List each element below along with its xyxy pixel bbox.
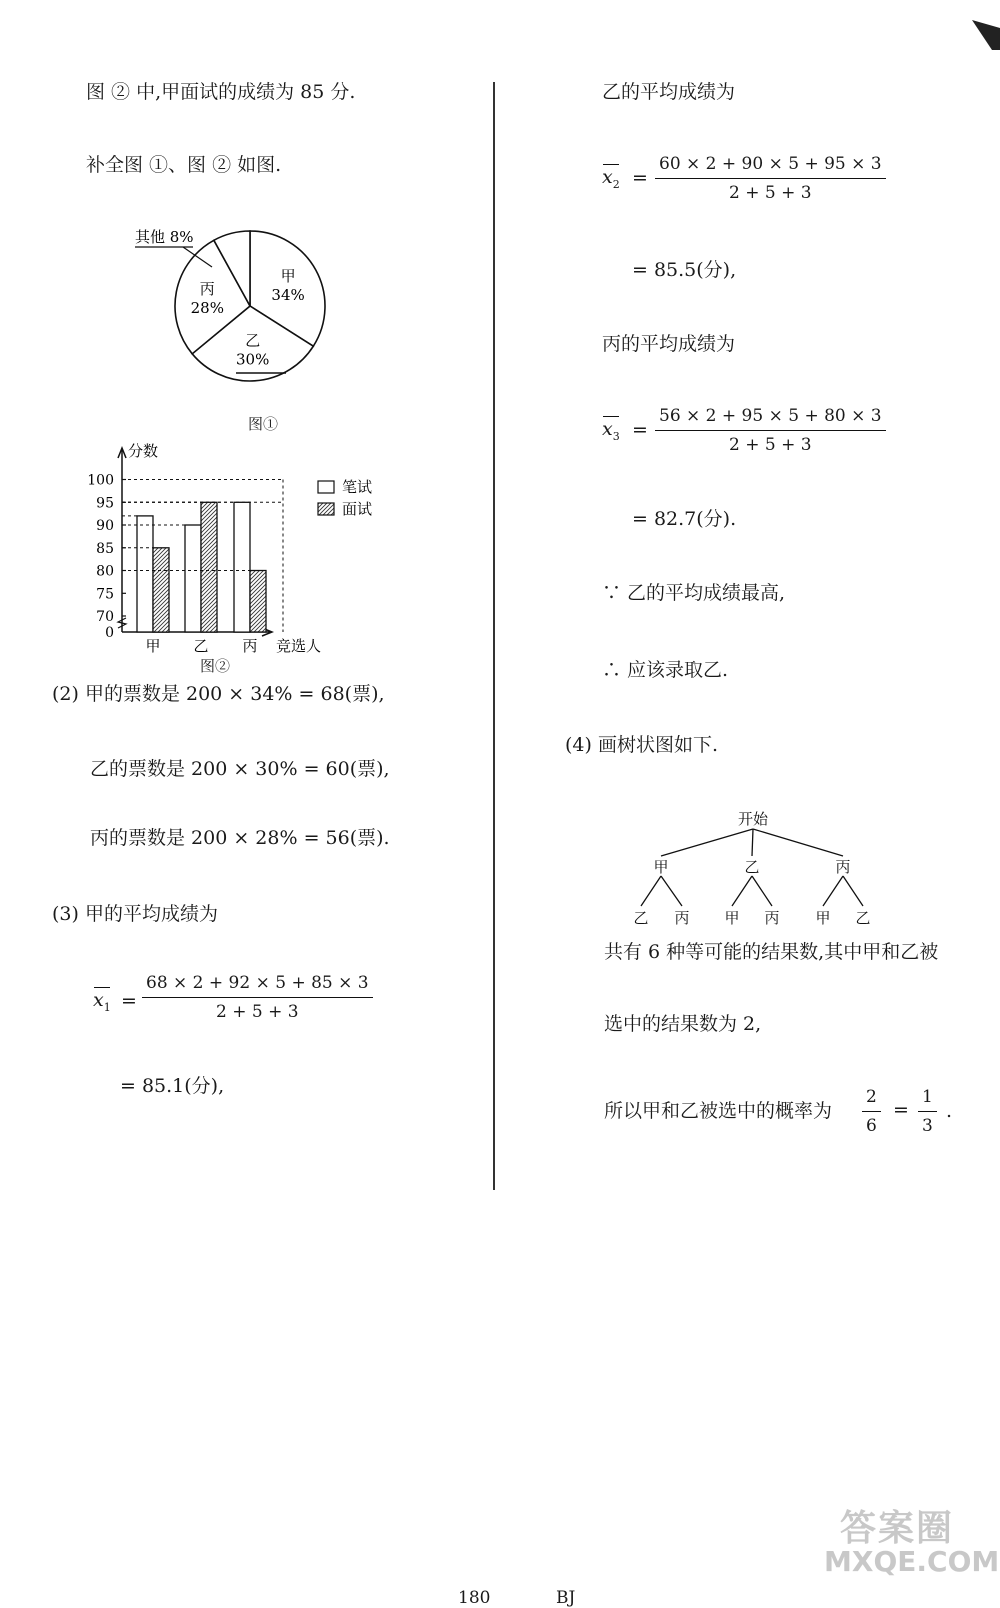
legend-written-label: 笔试 (342, 478, 373, 496)
text-line: (3) 甲的平均成绩为 (52, 903, 218, 925)
bar-chart (80, 438, 400, 668)
x-tick-label: 甲 (145, 637, 161, 655)
therefore-line: ∴ 应该录取乙. (602, 659, 729, 681)
equals-sign: = (632, 167, 648, 189)
page-number: 180 (458, 1588, 491, 1608)
tree-leaf: 甲 (815, 909, 831, 927)
tree-node: 乙 (744, 858, 760, 876)
equals-sign: = (893, 1099, 909, 1121)
text-line: 图 ② 中,甲面试的成绩为 85 分. (86, 81, 356, 103)
pie-slice-value: 28% (190, 298, 224, 317)
bar-面试-乙 (201, 502, 217, 632)
mean-symbol-x1: $x_1$ (93, 989, 111, 1014)
legend-written-swatch (318, 481, 334, 493)
bar-笔试-丙 (234, 502, 250, 632)
bar-面试-甲 (153, 548, 169, 632)
x-axis-label: 竞选人 (276, 637, 322, 655)
fraction-numerator: 60 × 2 + 90 × 5 + 95 × 3 (659, 154, 882, 174)
pie-chart (118, 220, 338, 400)
fraction-denominator: 2 + 5 + 3 (729, 435, 812, 456)
text-line: 共有 6 种等可能的结果数,其中甲和乙被 (604, 941, 939, 963)
axis-break (118, 618, 126, 628)
mean-symbol-x3: $x_3$ (602, 418, 620, 443)
tree-branch (732, 876, 772, 906)
text-line: 补全图 ①、图 ② 如图. (86, 154, 282, 176)
tree-branch (641, 876, 682, 906)
probability-text: 所以甲和乙被选中的概率为 (604, 1100, 833, 1122)
tree-branch (823, 876, 863, 906)
x-tick-label: 乙 (193, 637, 209, 655)
bar-caption: 图② (200, 657, 231, 675)
tree-node: 丙 (835, 858, 851, 876)
text-line: (4) 画树状图如下. (565, 734, 718, 756)
tree-leaf: 乙 (633, 909, 649, 927)
y-tick-label: 0 (105, 625, 114, 641)
tree-node: 甲 (653, 858, 669, 876)
fraction-mean-1 (142, 972, 373, 1023)
fraction-probability-simplified (918, 1086, 937, 1137)
tree-branch (661, 829, 753, 856)
pie-slice-value: 34% (271, 286, 305, 304)
fraction-mean-3 (655, 405, 886, 456)
column-divider (493, 82, 495, 1190)
fraction-numerator: 1 (922, 1087, 933, 1107)
y-axis-label: 分数 (128, 442, 159, 460)
pie-caption: 图① (248, 415, 279, 433)
y-tick-label: 100 (87, 472, 114, 489)
equals-sign: = (121, 990, 137, 1012)
y-tick-label: 75 (96, 586, 114, 603)
watermark-url: MXQE.COM (824, 1545, 1000, 1578)
equals-sign: = (632, 419, 648, 441)
tree-leaf: 甲 (724, 909, 740, 927)
pie-other-label: 其他 8% (135, 228, 194, 246)
text-line: 乙的票数是 200 × 30% = 60(票), (90, 758, 390, 780)
text-line: (2) 甲的票数是 200 × 34% = 68(票), (52, 683, 385, 705)
pie-slice-label: 丙 (199, 279, 215, 298)
tree-leaf: 丙 (674, 909, 690, 927)
text-line: 丙的平均成绩为 (602, 333, 736, 355)
because-line: ∵ 乙的平均成绩最高, (602, 582, 786, 604)
y-tick-label: 90 (96, 518, 114, 534)
fraction-denominator: 6 (866, 1116, 877, 1137)
tree-leaf: 丙 (764, 909, 780, 927)
text-line: 丙的票数是 200 × 28% = 56(票). (90, 827, 390, 849)
tree-diagram (620, 800, 880, 930)
fraction-numerator: 2 (866, 1087, 877, 1107)
tree-root: 开始 (737, 810, 769, 828)
tree-branch (752, 829, 753, 856)
text-line: = 85.5(分), (632, 259, 737, 281)
corner-mark (972, 20, 1000, 50)
legend-interview-swatch (318, 503, 334, 515)
fraction-probability (862, 1086, 881, 1137)
fraction-denominator: 3 (922, 1116, 933, 1137)
fraction-denominator: 2 + 5 + 3 (216, 1002, 299, 1023)
pie-slice-value: 30% (236, 350, 270, 369)
watermark-logo: 答案圈 (840, 1508, 955, 1549)
pie-slice-label: 甲 (280, 267, 296, 285)
fraction-denominator: 2 + 5 + 3 (729, 183, 812, 204)
y-tick-label: 70 (96, 609, 114, 625)
text-line: = 85.1(分), (120, 1075, 225, 1097)
text-line: 选中的结果数为 2, (604, 1013, 762, 1035)
tree-branch (753, 829, 843, 856)
fraction-numerator: 56 × 2 + 95 × 5 + 80 × 3 (659, 406, 882, 426)
edition-code: BJ (556, 1588, 576, 1608)
pie-slice-label: 乙 (245, 331, 261, 350)
fraction-numerator: 68 × 2 + 92 × 5 + 85 × 3 (146, 973, 369, 993)
bar-笔试-甲 (137, 516, 153, 632)
text-line: 乙的平均成绩为 (602, 81, 736, 103)
fraction-mean-2 (655, 153, 886, 204)
tree-leaf: 乙 (855, 909, 871, 927)
text-line: = 82.7(分). (632, 508, 737, 530)
period: . (946, 1100, 953, 1122)
y-tick-label: 80 (96, 563, 114, 580)
x-tick-label: 丙 (242, 637, 258, 655)
legend-interview-label: 面试 (342, 500, 373, 518)
y-tick-label: 95 (96, 495, 114, 512)
y-tick-label: 85 (96, 540, 114, 557)
bar-面试-丙 (250, 571, 266, 633)
bar-笔试-乙 (185, 525, 201, 632)
text-line (604, 1099, 832, 1123)
mean-symbol-x2: $x_2$ (602, 166, 620, 191)
